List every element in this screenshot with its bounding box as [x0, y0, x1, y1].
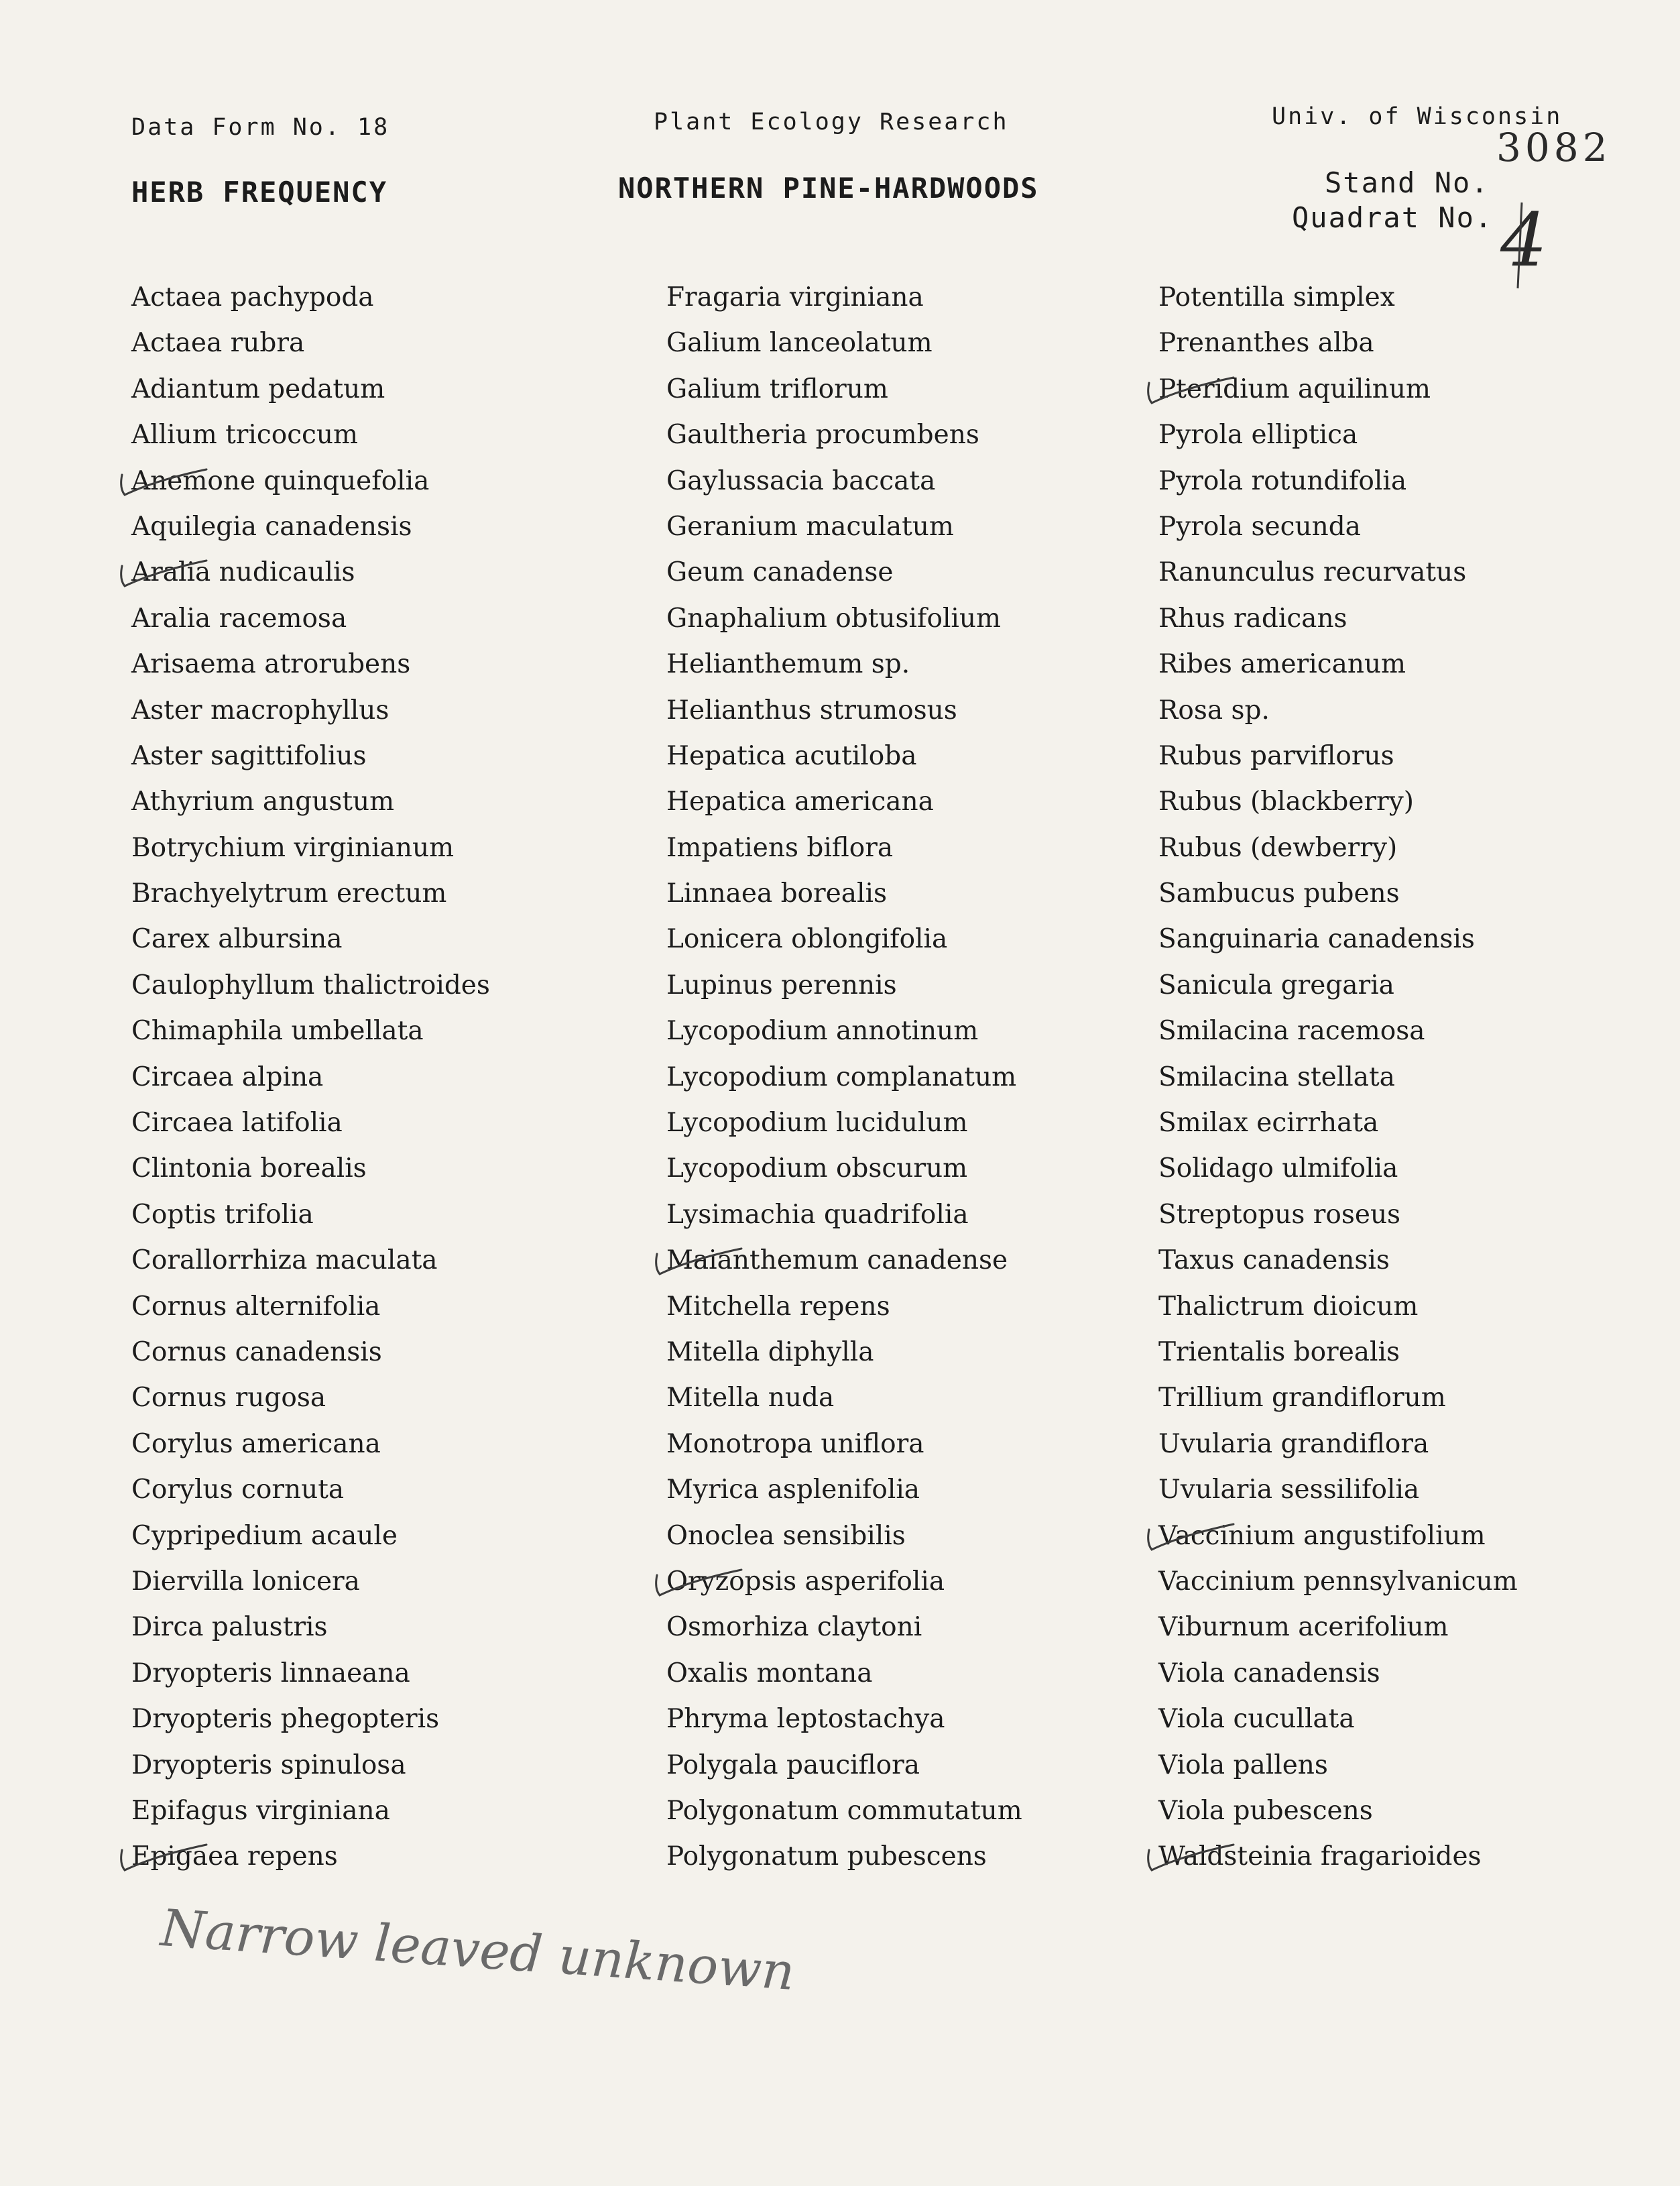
species-item: [1158, 1100, 1518, 1146]
species-name: Dirca palustris: [131, 1612, 328, 1643]
species-name: Lycopodium complanatum: [666, 1061, 1017, 1092]
species-item: [131, 1467, 490, 1513]
species-name: Circaea latifolia: [131, 1108, 343, 1139]
species-item: [131, 642, 490, 687]
species-name: Rubus (blackberry): [1158, 787, 1414, 817]
species-item: [131, 825, 490, 871]
species-name: Smilax ecirrhata: [1158, 1108, 1379, 1139]
species-name: Smilacina racemosa: [1158, 1016, 1425, 1047]
species-item: [1158, 1605, 1518, 1650]
species-name: Oxalis montana: [666, 1658, 873, 1688]
species-item: [666, 412, 1022, 458]
species-name: Mitella nuda: [666, 1383, 835, 1414]
species-name: Linnaea borealis: [666, 878, 887, 909]
species-item: [666, 459, 1022, 504]
species-name: Cornus canadensis: [131, 1336, 382, 1367]
species-item: [666, 734, 1022, 779]
species-name: Osmorhiza claytoni: [666, 1612, 922, 1643]
species-item: [1158, 1284, 1518, 1330]
species-item: [1158, 1055, 1518, 1100]
species-name: Uvularia grandiflora: [1158, 1428, 1429, 1459]
species-name: Polygonatum commutatum: [666, 1795, 1022, 1826]
species-item: [131, 1834, 490, 1880]
species-name: Allium tricoccum: [131, 420, 358, 451]
species-name: Mitella diphylla: [666, 1336, 874, 1367]
species-item: [666, 642, 1022, 687]
species-name: Aralia racemosa: [131, 603, 347, 634]
species-item: [1158, 275, 1518, 321]
species-name: Viola cucullata: [1158, 1704, 1355, 1735]
species-item: [131, 550, 490, 595]
species-item: [1158, 1422, 1518, 1467]
species-name: Corallorrhiza maculata: [131, 1245, 438, 1276]
species-name: Thalictrum dioicum: [1158, 1291, 1419, 1322]
species-name: Actaea rubra: [131, 328, 305, 359]
species-name: Athyrium angustum: [131, 787, 395, 817]
species-name: Rosa sp.: [1158, 695, 1270, 726]
species-item: [666, 1009, 1022, 1054]
species-name: Rubus parviflorus: [1158, 740, 1394, 771]
species-name: Dryopteris linnaeana: [131, 1658, 410, 1688]
species-item: [1158, 550, 1518, 595]
species-name: Gaylussacia baccata: [666, 465, 936, 496]
university: Univ. of Wisconsin: [1272, 103, 1563, 130]
species-item: [666, 1788, 1022, 1834]
species-name: Adiantum pedatum: [131, 373, 385, 404]
species-name: Dryopteris spinulosa: [131, 1749, 406, 1780]
species-name: Vaccinium pennsylvanicum: [1158, 1566, 1518, 1597]
species-item: [1158, 1651, 1518, 1696]
species-item: [1158, 688, 1518, 734]
species-name: Smilacina stellata: [1158, 1061, 1395, 1092]
species-name: Galium triflorum: [666, 373, 888, 404]
species-item: [1158, 1467, 1518, 1513]
species-name: Maianthemum canadense: [666, 1245, 1008, 1276]
form-title: HERB FREQUENCY: [131, 176, 388, 209]
species-item: [131, 1100, 490, 1146]
species-name: Coptis trifolia: [131, 1199, 314, 1230]
species-name: Geranium maculatum: [666, 511, 954, 542]
quadrat-number-value: 4: [1500, 197, 1547, 283]
species-item: [131, 917, 490, 962]
species-name: Fragaria virginiana: [666, 282, 924, 312]
species-item: [1158, 1559, 1518, 1605]
species-item: [131, 1696, 490, 1742]
species-name: Cypripedium acaule: [131, 1520, 398, 1551]
species-item: [131, 688, 490, 734]
stand-label: Stand No.: [1325, 166, 1490, 199]
species-item: [666, 1284, 1022, 1330]
species-name: Pyrola rotundifolia: [1158, 465, 1407, 496]
species-name: Hepatica americana: [666, 787, 934, 817]
species-item: [1158, 1788, 1518, 1834]
species-name: Myrica asplenifolia: [666, 1475, 920, 1505]
species-name: Clintonia borealis: [131, 1153, 367, 1184]
species-name: Lupinus perennis: [666, 970, 897, 1000]
species-name: Viola pallens: [1158, 1749, 1328, 1780]
species-name: Phryma leptostachya: [666, 1704, 945, 1735]
species-item: [131, 1605, 490, 1650]
species-column-3: [1158, 275, 1518, 1880]
species-item: [1158, 1696, 1518, 1742]
species-name: Sambucus pubens: [1158, 878, 1400, 909]
species-name: Potentilla simplex: [1158, 282, 1395, 312]
quadrat-label: Quadrat No.: [1292, 201, 1494, 234]
species-item: [1158, 1375, 1518, 1421]
species-item: [666, 1100, 1022, 1146]
species-item: [666, 1055, 1022, 1100]
species-name: Vaccinium angustifolium: [1158, 1520, 1486, 1551]
organization: Plant Ecology Research: [654, 109, 1009, 135]
species-name: Viola pubescens: [1158, 1795, 1373, 1826]
species-item: [131, 1284, 490, 1330]
species-item: [131, 1009, 490, 1054]
species-item: [131, 871, 490, 917]
species-item: [1158, 504, 1518, 550]
species-name: Botrychium virginianum: [131, 832, 455, 863]
species-name: Actaea pachypoda: [131, 282, 374, 312]
species-name: Viola canadensis: [1158, 1658, 1380, 1688]
species-name: Helianthus strumosus: [666, 695, 957, 726]
species-name: Cornus rugosa: [131, 1383, 326, 1414]
species-item: [666, 1743, 1022, 1788]
species-name: Aster macrophyllus: [131, 695, 389, 726]
species-item: [666, 1559, 1022, 1605]
species-name: Geum canadense: [666, 557, 894, 588]
species-name: Lycopodium obscurum: [666, 1153, 968, 1184]
species-item: [666, 1192, 1022, 1238]
species-item: [666, 1834, 1022, 1880]
species-name: Pteridium aquilinum: [1158, 373, 1431, 404]
species-item: [131, 734, 490, 779]
species-item: [1158, 871, 1518, 917]
species-item: [1158, 1834, 1518, 1880]
species-item: [666, 1330, 1022, 1375]
species-item: [666, 1605, 1022, 1650]
species-item: [666, 1696, 1022, 1742]
species-item: [666, 1422, 1022, 1467]
species-item: [1158, 1743, 1518, 1788]
species-item: [666, 1375, 1022, 1421]
species-name: Arisaema atrorubens: [131, 649, 411, 680]
species-name: Gnaphalium obtusifolium: [666, 603, 1001, 634]
species-name: Lycopodium lucidulum: [666, 1108, 968, 1139]
species-name: Solidago ulmifolia: [1158, 1153, 1398, 1184]
species-name: Chimaphila umbellata: [131, 1016, 424, 1047]
species-name: Dryopteris phegopteris: [131, 1704, 440, 1735]
species-name: Lonicera oblongifolia: [666, 924, 948, 955]
species-item: [1158, 963, 1518, 1009]
species-name: Trillium grandiflorum: [1158, 1383, 1446, 1414]
species-item: [666, 871, 1022, 917]
species-item: [1158, 917, 1518, 962]
species-name: Pyrola elliptica: [1158, 420, 1358, 451]
species-name: Ranunculus recurvatus: [1158, 557, 1467, 588]
species-name: Viburnum acerifolium: [1158, 1612, 1449, 1643]
species-item: [1158, 1330, 1518, 1375]
species-item: [131, 275, 490, 321]
species-name: Helianthemum sp.: [666, 649, 910, 680]
species-item: [131, 1743, 490, 1788]
species-item: [131, 963, 490, 1009]
species-item: [666, 688, 1022, 734]
species-item: [131, 459, 490, 504]
species-column-1: [131, 275, 490, 1880]
species-name: Gaultheria procumbens: [666, 420, 979, 451]
species-item: [666, 504, 1022, 550]
species-name: Hepatica acutiloba: [666, 740, 917, 771]
species-name: Caulophyllum thalictroides: [131, 970, 490, 1000]
species-name: Impatiens biflora: [666, 832, 894, 863]
species-name: Polygonatum pubescens: [666, 1841, 987, 1872]
species-item: [1158, 367, 1518, 412]
species-item: [1158, 1009, 1518, 1054]
species-item: [131, 1238, 490, 1283]
species-name: Aquilegia canadensis: [131, 511, 412, 542]
species-item: [131, 321, 490, 366]
species-name: Anemone quinquefolia: [131, 465, 430, 496]
form-number: Data Form No. 18: [131, 114, 390, 141]
species-item: [131, 779, 490, 825]
species-item: [1158, 1513, 1518, 1559]
species-item: [131, 1192, 490, 1238]
species-name: Aster sagittifolius: [131, 740, 367, 771]
species-name: Brachyelytrum erectum: [131, 878, 447, 909]
community-title: NORTHERN PINE-HARDWOODS: [618, 172, 1039, 205]
species-name: Monotropa uniflora: [666, 1428, 924, 1459]
species-item: [131, 1055, 490, 1100]
species-name: Circaea alpina: [131, 1061, 324, 1092]
species-name: Epigaea repens: [131, 1841, 338, 1872]
species-item: [131, 1330, 490, 1375]
species-item: [666, 1513, 1022, 1559]
species-name: Polygala pauciflora: [666, 1749, 920, 1780]
species-item: [131, 412, 490, 458]
species-name: Trientalis borealis: [1158, 1336, 1400, 1367]
species-name: Aralia nudicaulis: [131, 557, 355, 588]
species-name: Diervilla lonicera: [131, 1566, 360, 1597]
species-name: Streptopus roseus: [1158, 1199, 1401, 1230]
species-item: [666, 1146, 1022, 1192]
species-name: Galium lanceolatum: [666, 328, 933, 359]
species-item: [666, 596, 1022, 642]
species-name: Cornus alternifolia: [131, 1291, 381, 1322]
species-item: [1158, 642, 1518, 687]
stand-number-value: 3082: [1496, 125, 1612, 170]
species-name: Waldsteinia fragarioides: [1158, 1841, 1482, 1872]
species-item: [1158, 459, 1518, 504]
species-item: [131, 596, 490, 642]
species-name: Sanicula gregaria: [1158, 970, 1394, 1000]
species-item: [131, 1559, 490, 1605]
species-item: [1158, 825, 1518, 871]
species-item: [131, 1146, 490, 1192]
species-name: Prenanthes alba: [1158, 328, 1374, 359]
species-item: [666, 321, 1022, 366]
species-name: Uvularia sessilifolia: [1158, 1475, 1420, 1505]
species-name: Pyrola secunda: [1158, 511, 1361, 542]
handwritten-note: Narrow leaved unknown: [158, 1898, 797, 2002]
species-name: Sanguinaria canadensis: [1158, 924, 1475, 955]
species-name: Corylus cornuta: [131, 1475, 345, 1505]
species-item: [666, 1467, 1022, 1513]
species-name: Corylus americana: [131, 1428, 381, 1459]
species-name: Carex albursina: [131, 924, 343, 955]
species-name: Epifagus virginiana: [131, 1795, 390, 1826]
species-item: [666, 917, 1022, 962]
species-name: Onoclea sensibilis: [666, 1520, 906, 1551]
species-item: [131, 1422, 490, 1467]
species-item: [1158, 1192, 1518, 1238]
species-item: [666, 275, 1022, 321]
species-item: [666, 825, 1022, 871]
species-item: [131, 1651, 490, 1696]
species-name: Mitchella repens: [666, 1291, 890, 1322]
species-item: [131, 504, 490, 550]
species-item: [666, 550, 1022, 595]
species-item: [666, 779, 1022, 825]
species-item: [1158, 596, 1518, 642]
species-item: [131, 1513, 490, 1559]
species-item: [1158, 1238, 1518, 1283]
species-item: [1158, 779, 1518, 825]
species-item: [1158, 734, 1518, 779]
species-item: [131, 367, 490, 412]
species-item: [666, 963, 1022, 1009]
species-name: Lysimachia quadrifolia: [666, 1199, 969, 1230]
species-item: [666, 367, 1022, 412]
species-item: [1158, 412, 1518, 458]
species-name: Taxus canadensis: [1158, 1245, 1390, 1276]
species-item: [1158, 1146, 1518, 1192]
species-item: [1158, 321, 1518, 366]
species-item: [131, 1788, 490, 1834]
species-item: [666, 1651, 1022, 1696]
species-item: [666, 1238, 1022, 1283]
species-name: Rubus (dewberry): [1158, 832, 1398, 863]
species-name: Ribes americanum: [1158, 649, 1406, 680]
species-name: Oryzopsis asperifolia: [666, 1566, 945, 1597]
species-name: Lycopodium annotinum: [666, 1016, 979, 1047]
species-item: [131, 1375, 490, 1421]
species-name: Rhus radicans: [1158, 603, 1347, 634]
species-column-2: [666, 275, 1022, 1880]
